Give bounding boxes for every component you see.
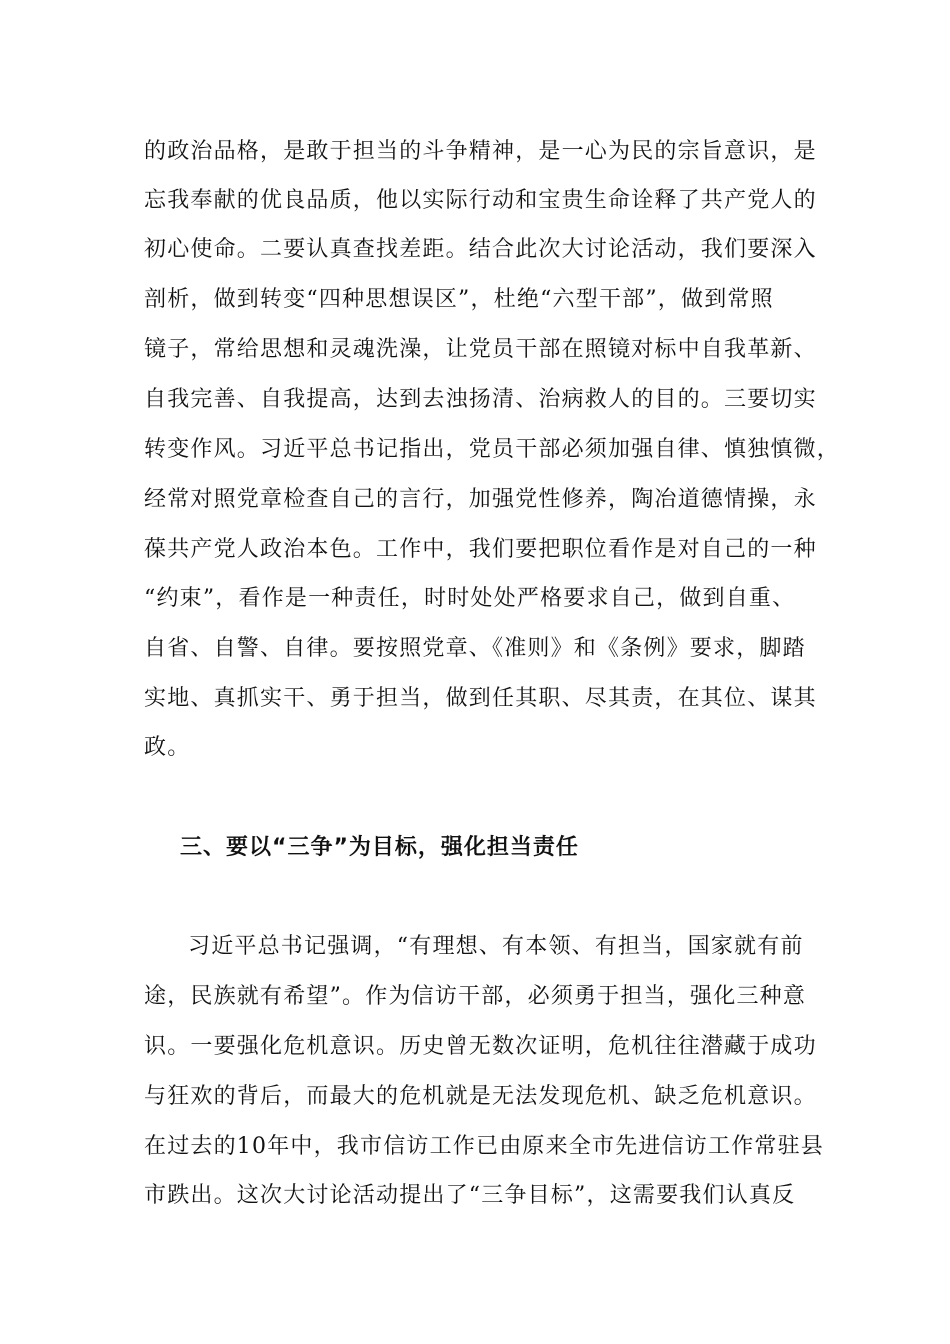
paragraph-1-line-11: 自省、自警、自律。要按照党章、《准则》和《条例》要求，脚踏: [144, 636, 806, 661]
paragraph-1-line-6: 自我完善、自我提高，达到去浊扬清、治病救人的目的。三要切实: [144, 387, 817, 412]
paragraph-1-line-13: 政。: [144, 735, 191, 760]
paragraph-2-line-3: 识。一要强化危机意识。历史曾无数次证明，危机往往潜藏于成功: [144, 1034, 817, 1059]
paragraph-2-line-1: 习近平总书记强调，“有理想、有本领、有担当，国家就有前: [188, 934, 804, 959]
paragraph-1-line-8: 经常对照党章检查自己的言行，加强党性修养，陶冶道德情操，永: [144, 487, 817, 512]
paragraph-2-line-5: 在过去的10年中，我市信访工作已由原来全市先进信访工作常驻县: [144, 1134, 824, 1159]
paragraph-2-line-4: 与狂欢的背后，而最大的危机就是无法发现危机、缺乏危机意识。: [144, 1084, 817, 1109]
paragraph-1-line-1: 的政治品格，是敢于担当的斗争精神，是一心为民的宗旨意识，是: [144, 139, 817, 164]
paragraph-1-line-9: 葆共产党人政治本色。工作中，我们要把职位看作是对自己的一种: [144, 537, 817, 562]
paragraph-2-line-6: 市跌出。这次大讨论活动提出了“三争目标”，这需要我们认真反: [144, 1183, 796, 1208]
paragraph-1-line-5: 镜子，常给思想和灵魂洗澡，让党员干部在照镜对标中自我革新、: [144, 337, 817, 362]
paragraph-1-line-2: 忘我奉献的优良品质，他以实际行动和宝贵生命诠释了共产党人的: [144, 188, 817, 213]
paragraph-1-line-12: 实地、真抓实干、勇于担当，做到任其职、尽其责，在其位、谋其: [144, 686, 817, 711]
paragraph-1-line-10: “约束”，看作是一种责任，时时处处严格要求自己，做到自重、: [144, 586, 796, 611]
section-heading: 三、要以“三争”为目标，强化担当责任: [180, 835, 579, 860]
paragraph-1-line-7: 转变作风。习近平总书记指出，党员干部必须加强自律、慎独慎微，: [144, 437, 841, 462]
paragraph-2-line-2: 途，民族就有希望”。作为信访干部，必须勇于担当，强化三种意: [144, 984, 807, 1009]
paragraph-1-line-3: 初心使命。二要认真查找差距。结合此次大讨论活动，我们要深入: [144, 237, 817, 262]
paragraph-1-line-4: 剖析，做到转变“四种思想误区”，杜绝“六型干部”，做到常照: [144, 287, 774, 312]
